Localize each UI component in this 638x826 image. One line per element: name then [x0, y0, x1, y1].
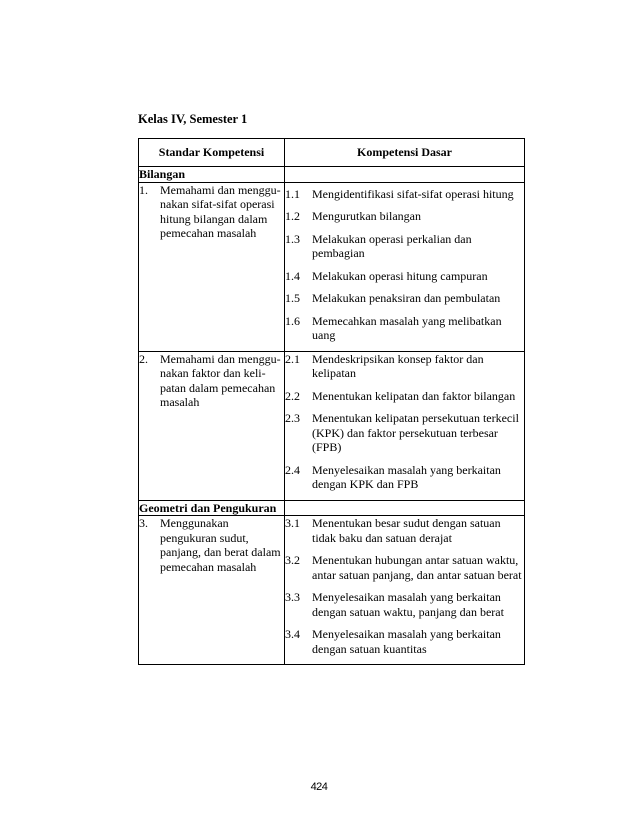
- kd-item: [285, 627, 524, 656]
- kd-item: [285, 232, 524, 261]
- kd-text: Menentukan hubungan antar satuan waktu, antar satuan panjang, dan antar satuan berat: [312, 553, 522, 582]
- sk-number: 3.: [139, 516, 148, 530]
- competency-table: [138, 138, 525, 665]
- sk-item: [139, 352, 284, 410]
- section-title: Bilangan: [139, 167, 285, 183]
- kd-number: 1.1: [285, 186, 300, 201]
- standar-kompetensi-cell: [139, 351, 285, 500]
- kd-number: 1.2: [285, 209, 300, 223]
- kd-number: 1.4: [285, 268, 300, 283]
- kd-number: 2.3: [285, 411, 300, 425]
- kd-text: Memecahkan masalah yang melibatkan uang: [312, 313, 502, 342]
- section-row-bilangan: [139, 167, 525, 183]
- kd-text: Mengurutkan bilangan: [312, 209, 421, 223]
- kd-text: Menyelesaikan masalah yang berkaitan dengan KPK dan FPB: [312, 462, 501, 491]
- table-row: [139, 351, 525, 500]
- kd-item: [285, 516, 524, 545]
- kd-text: Menyelesaikan masalah yang berkaitan dengan satuan kuantitas: [312, 627, 501, 656]
- kd-text: Melakukan operasi perkalian dan pembagian: [312, 231, 472, 260]
- kd-text: Mengidentifikasi sifat-sifat operasi hitung: [312, 186, 514, 201]
- kd-item: [285, 291, 524, 306]
- section-title-spacer: [285, 167, 525, 183]
- kd-text: Menentukan kelipatan dan faktor bilangan: [312, 388, 516, 403]
- sk-number: 2.: [139, 351, 148, 366]
- kd-item: [285, 269, 524, 284]
- kompetensi-dasar-cell: [285, 351, 525, 500]
- kd-item: [285, 553, 524, 582]
- standar-kompetensi-cell: [139, 182, 285, 351]
- kd-number: 2.2: [285, 388, 300, 403]
- kd-text: Melakukan penaksiran dan pembulatan: [312, 291, 501, 305]
- kd-number: 1.5: [285, 291, 300, 305]
- sk-item: [139, 183, 284, 241]
- kompetensi-dasar-cell: [285, 182, 525, 351]
- kd-number: 3.3: [285, 590, 300, 604]
- kompetensi-dasar-cell: [285, 516, 525, 665]
- table-row: [139, 516, 525, 665]
- standar-kompetensi-cell: [139, 516, 285, 665]
- header-kompetensi-dasar: Kompetensi Dasar: [285, 139, 525, 167]
- kd-number: 1.6: [285, 313, 300, 328]
- kd-number: 3.2: [285, 553, 300, 567]
- table-header-row: [139, 139, 525, 167]
- kd-number: 1.3: [285, 231, 300, 246]
- page-heading: Kelas IV, Semester 1: [138, 112, 248, 126]
- page-number: 424: [310, 781, 328, 793]
- header-standar-kompetensi: Standar Kompetensi: [139, 139, 285, 167]
- kd-item: [285, 463, 524, 492]
- kd-number: 3.1: [285, 516, 300, 530]
- kd-number: 2.1: [285, 351, 300, 366]
- kd-text: Melakukan operasi hitung campuran: [312, 268, 488, 283]
- section-row-geometri: [139, 500, 525, 516]
- kd-text: Menentukan kelipatan persekutuan terkecil (KPK) dan faktor persekutuan terbesar (FPB): [312, 411, 519, 454]
- kd-item: [285, 389, 524, 404]
- kd-item: [285, 187, 524, 202]
- section-title: Geometri dan Pengukuran: [139, 500, 285, 516]
- table-row: [139, 182, 525, 351]
- sk-text: Memahami dan menggu-nakan sifat-sifat operasi hitung bilangan dalam pemecahan masalah: [160, 182, 281, 240]
- sk-number: 1.: [139, 182, 148, 197]
- kd-number: 2.4: [285, 462, 300, 477]
- kd-item: [285, 314, 524, 343]
- kd-item: [285, 352, 524, 381]
- kd-text: Menyelesaikan masalah yang berkaitan dengan satuan waktu, panjang dan berat: [312, 590, 504, 619]
- kd-text: Mendeskripsikan konsep faktor dan kelipatan: [312, 351, 484, 380]
- kd-item: [285, 590, 524, 619]
- sk-text: Memahami dan menggu-nakan faktor dan keli-patan dalam pemecahan masalah: [160, 351, 281, 409]
- kd-item: [285, 411, 524, 455]
- kd-item: [285, 209, 524, 224]
- sk-text: Menggunakan pengukuran sudut, panjang, dan berat dalam pemecahan masalah: [160, 516, 281, 574]
- kd-text: Menentukan besar sudut dengan satuan tidak baku dan satuan derajat: [312, 516, 501, 545]
- section-title-spacer: [285, 500, 525, 516]
- sk-item: [139, 516, 284, 574]
- kd-number: 3.4: [285, 627, 300, 641]
